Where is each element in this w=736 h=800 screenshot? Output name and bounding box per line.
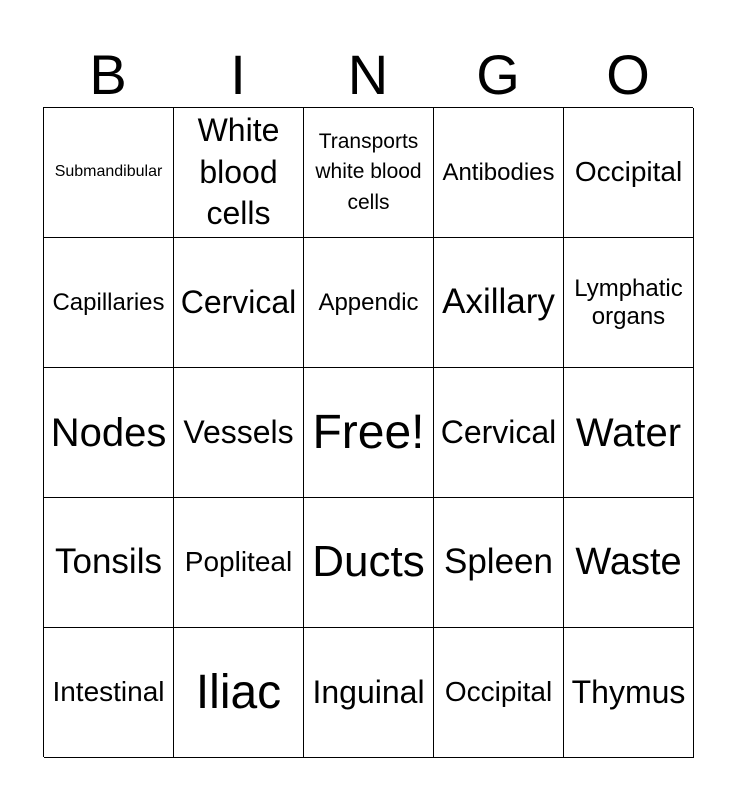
bingo-cell-r5c4[interactable]: Occipital xyxy=(434,628,564,758)
bingo-cell-r2c1[interactable]: Capillaries xyxy=(44,238,174,368)
bingo-cell-r1c2[interactable]: White blood cells xyxy=(174,108,304,238)
bingo-cell-r1c1[interactable]: Submandibular xyxy=(44,108,174,238)
bingo-cell-r1c4[interactable]: Antibodies xyxy=(434,108,564,238)
bingo-cell-r5c3[interactable]: Inguinal xyxy=(304,628,434,758)
bingo-cell-r5c1[interactable]: Intestinal xyxy=(44,628,174,758)
bingo-grid xyxy=(43,107,693,757)
bingo-cell-r4c1[interactable]: Tonsils xyxy=(44,498,174,628)
header-letter-n: N xyxy=(347,43,389,106)
bingo-cell-r2c4[interactable]: Axillary xyxy=(434,238,564,368)
bingo-cell-r2c2[interactable]: Cervical xyxy=(174,238,304,368)
bingo-cell-r3c4[interactable]: Cervical xyxy=(434,368,564,498)
bingo-cell-r4c3[interactable]: Ducts xyxy=(304,498,434,628)
bingo-cell-r4c4[interactable]: Spleen xyxy=(434,498,564,628)
bingo-cell-r3c1[interactable]: Nodes xyxy=(44,368,174,498)
bingo-cell-r1c3[interactable]: Transports white blood cells xyxy=(304,108,434,238)
bingo-cell-r3c5[interactable]: Water xyxy=(564,368,694,498)
bingo-cell-r2c5[interactable]: Lymphatic organs xyxy=(564,238,694,368)
bingo-cell-r3c2[interactable]: Vessels xyxy=(174,368,304,498)
bingo-header xyxy=(43,42,693,108)
header-letter-g: G xyxy=(476,43,520,106)
header-letter-o: O xyxy=(606,43,650,106)
header-letter-b: B xyxy=(89,43,127,106)
bingo-cell-free[interactable]: Free! xyxy=(304,368,434,498)
bingo-cell-r1c5[interactable]: Occipital xyxy=(564,108,694,238)
bingo-cell-r2c3[interactable]: Appendic xyxy=(304,238,434,368)
bingo-cell-r4c2[interactable]: Popliteal xyxy=(174,498,304,628)
header-letter-i: I xyxy=(230,43,246,106)
bingo-cell-r5c2[interactable]: Iliac xyxy=(174,628,304,758)
bingo-cell-r5c5[interactable]: Thymus xyxy=(564,628,694,758)
bingo-cell-r4c5[interactable]: Waste xyxy=(564,498,694,628)
